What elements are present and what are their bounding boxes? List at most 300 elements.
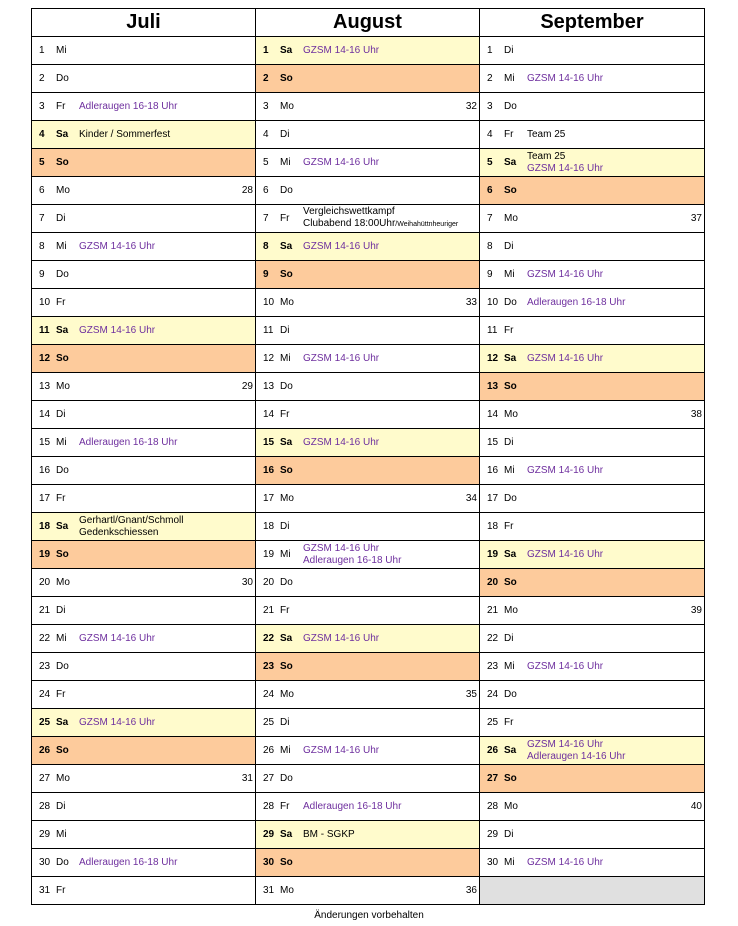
event-text: GZSM 14-16 Uhr <box>303 436 380 448</box>
day-cell <box>32 401 256 429</box>
weekday-label: Di <box>504 241 514 252</box>
day-cell <box>256 569 480 597</box>
weekday-label: Mi <box>504 73 515 84</box>
day-number: 14 <box>39 409 51 420</box>
day-cell <box>480 597 705 625</box>
day-number: 2 <box>39 73 45 84</box>
day-cell <box>480 485 705 513</box>
day-cell <box>256 429 480 457</box>
event-text: Vergleichswettkampf <box>303 206 395 217</box>
event-line <box>527 465 702 477</box>
day-row <box>32 233 705 261</box>
event-list <box>303 345 477 372</box>
day-number: 22 <box>263 633 275 644</box>
weekday-label: Di <box>504 633 514 644</box>
day-number: 17 <box>487 493 499 504</box>
weekday-label: Sa <box>280 829 293 840</box>
weekday-label: Do <box>504 493 517 504</box>
weekday-label: Do <box>280 381 293 392</box>
event-line <box>303 218 477 231</box>
day-number: 9 <box>263 269 269 280</box>
event-text: GZSM 14-16 Uhr <box>527 352 604 364</box>
event-list <box>527 149 702 176</box>
event-list <box>527 65 702 92</box>
day-row <box>32 289 705 317</box>
day-cell <box>480 401 705 429</box>
day-number: 15 <box>487 437 499 448</box>
day-row <box>32 765 705 793</box>
weekday-label: Mi <box>280 157 291 168</box>
day-cell <box>480 849 705 877</box>
day-number: 9 <box>39 269 45 280</box>
event-text: GZSM 14-16 Uhr <box>303 744 380 756</box>
event-line <box>79 527 253 539</box>
day-row <box>32 205 705 233</box>
event-text: Adleraugen 16-18 Uhr <box>303 554 402 566</box>
day-cell <box>480 289 705 317</box>
weekday-label: So <box>280 269 293 280</box>
day-cell <box>256 485 480 513</box>
day-cell <box>32 849 256 877</box>
event-list <box>303 821 477 848</box>
weekday-label: Do <box>504 297 517 308</box>
day-cell <box>32 177 256 205</box>
day-cell <box>256 821 480 849</box>
event-line <box>527 151 702 163</box>
weekday-label: Di <box>504 829 514 840</box>
weekday-label: Mo <box>280 101 294 112</box>
day-cell <box>256 37 480 65</box>
weekday-label: Do <box>280 185 293 196</box>
day-number: 19 <box>263 549 275 560</box>
weekday-label: So <box>280 661 293 672</box>
day-number: 17 <box>263 493 275 504</box>
day-cell <box>32 485 256 513</box>
event-text: GZSM 14-16 Uhr <box>303 352 380 364</box>
day-cell <box>256 513 480 541</box>
event-text: Adleraugen 16-18 Uhr <box>303 800 402 812</box>
event-text: GZSM 14-16 Uhr <box>79 632 156 644</box>
event-line <box>303 829 477 841</box>
day-cell <box>256 625 480 653</box>
day-number: 13 <box>487 381 499 392</box>
weekday-label: Di <box>56 801 66 812</box>
day-cell <box>480 457 705 485</box>
weekday-label: Sa <box>280 437 293 448</box>
week-number: 34 <box>465 493 477 504</box>
day-number: 25 <box>39 717 51 728</box>
day-row <box>32 429 705 457</box>
weekday-label: Sa <box>504 549 517 560</box>
week-number: 31 <box>241 773 253 784</box>
day-row <box>32 93 705 121</box>
day-cell <box>256 121 480 149</box>
event-line <box>303 543 477 555</box>
weekday-label: Fr <box>56 885 66 896</box>
day-number: 26 <box>263 745 275 756</box>
event-text: GZSM 14-16 Uhr <box>527 72 604 84</box>
day-number: 5 <box>39 157 45 168</box>
event-text: Kinder / Sommerfest <box>79 128 171 140</box>
event-list <box>527 457 702 484</box>
day-cell <box>480 233 705 261</box>
event-list <box>527 653 702 680</box>
day-cell <box>256 849 480 877</box>
day-row <box>32 625 705 653</box>
weekday-label: Do <box>280 773 293 784</box>
day-row <box>32 373 705 401</box>
event-line <box>303 241 477 253</box>
weekday-label: Fr <box>56 101 66 112</box>
weekday-label: Mi <box>504 465 515 476</box>
day-cell <box>480 513 705 541</box>
weekday-label: Do <box>504 101 517 112</box>
day-cell <box>32 737 256 765</box>
weekday-label: Do <box>56 73 69 84</box>
day-number: 19 <box>487 549 499 560</box>
weekday-label: Mo <box>504 213 518 224</box>
event-text: GZSM 14-16 Uhr <box>527 464 604 476</box>
day-cell <box>32 429 256 457</box>
day-number: 7 <box>263 213 269 224</box>
day-cell <box>480 541 705 569</box>
day-number: 27 <box>39 773 51 784</box>
event-text: GZSM 14-16 Uhr <box>303 156 380 168</box>
day-number: 8 <box>39 241 45 252</box>
event-text: Adleraugen 14-16 Uhr <box>527 750 626 762</box>
weekday-label: Mo <box>504 605 518 616</box>
event-list <box>303 429 477 456</box>
day-cell <box>480 793 705 821</box>
day-cell <box>480 177 705 205</box>
month-header-row <box>32 9 705 37</box>
day-number: 20 <box>39 577 51 588</box>
day-cell <box>480 345 705 373</box>
event-text: Clubabend 18:00Uhr <box>303 218 396 229</box>
event-line <box>303 45 477 57</box>
day-cell <box>256 457 480 485</box>
week-number: 36 <box>465 885 477 896</box>
day-row <box>32 541 705 569</box>
event-list <box>527 261 702 288</box>
day-cell <box>32 569 256 597</box>
weekday-label: Mi <box>504 269 515 280</box>
day-number: 17 <box>39 493 51 504</box>
day-number: 31 <box>39 885 51 896</box>
day-number: 28 <box>487 801 499 812</box>
event-list <box>79 317 253 344</box>
day-number: 24 <box>487 689 499 700</box>
weekday-label: Fr <box>280 409 290 420</box>
day-cell <box>480 65 705 93</box>
event-line <box>527 269 702 281</box>
event-list <box>527 541 702 568</box>
day-cell <box>256 765 480 793</box>
day-row <box>32 261 705 289</box>
event-text: GZSM 14-16 Uhr <box>527 856 604 868</box>
event-list <box>79 709 253 736</box>
day-cell <box>480 93 705 121</box>
day-number: 15 <box>263 437 275 448</box>
day-cell <box>32 121 256 149</box>
day-cell <box>256 681 480 709</box>
event-line <box>303 353 477 365</box>
day-cell <box>256 709 480 737</box>
event-text: Gerhartl/Gnant/Schmoll <box>79 514 184 526</box>
weekday-label: Mo <box>280 297 294 308</box>
event-line <box>79 857 253 869</box>
day-cell <box>480 37 705 65</box>
day-cell <box>480 149 705 177</box>
week-number: 40 <box>690 801 702 812</box>
day-number: 8 <box>487 241 493 252</box>
weekday-label: Fr <box>504 717 514 728</box>
day-row <box>32 457 705 485</box>
day-number: 30 <box>39 857 51 868</box>
event-text: GZSM 14-16 Uhr <box>79 240 156 252</box>
weekday-label: Mi <box>56 829 67 840</box>
weekday-label: Fr <box>280 213 290 224</box>
day-number: 6 <box>263 185 269 196</box>
weekday-label: Mo <box>504 801 518 812</box>
day-number: 26 <box>39 745 51 756</box>
event-text: Adleraugen 16-18 Uhr <box>527 296 626 308</box>
day-row <box>32 65 705 93</box>
day-cell <box>32 317 256 345</box>
event-text: GZSM 14-16 Uhr <box>303 632 380 644</box>
weekday-label: Mo <box>280 885 294 896</box>
day-number: 15 <box>39 437 51 448</box>
day-number: 22 <box>39 633 51 644</box>
event-text: Adleraugen 16-18 Uhr <box>79 100 178 112</box>
day-row <box>32 401 705 429</box>
day-cell <box>32 793 256 821</box>
event-list <box>527 345 702 372</box>
day-number: 4 <box>39 129 45 140</box>
day-number: 16 <box>39 465 51 476</box>
day-cell <box>256 401 480 429</box>
day-cell <box>32 597 256 625</box>
day-cell <box>32 37 256 65</box>
day-number: 23 <box>39 661 51 672</box>
event-list <box>79 625 253 652</box>
day-number: 4 <box>487 129 493 140</box>
weekday-label: Mo <box>56 381 70 392</box>
day-number: 11 <box>39 325 50 336</box>
day-cell <box>32 373 256 401</box>
day-number: 16 <box>487 465 499 476</box>
day-number: 2 <box>487 73 493 84</box>
event-list <box>527 289 702 316</box>
week-number: 35 <box>465 689 477 700</box>
weekday-label: Sa <box>280 45 293 56</box>
event-list <box>79 233 253 260</box>
day-cell <box>256 541 480 569</box>
week-number: 32 <box>465 101 477 112</box>
day-cell <box>32 93 256 121</box>
weekday-label: Di <box>504 437 514 448</box>
day-cell <box>480 121 705 149</box>
day-number: 7 <box>487 213 493 224</box>
weekday-label: Mi <box>56 241 67 252</box>
day-row <box>32 513 705 541</box>
day-number: 3 <box>487 101 493 112</box>
weekday-label: Mi <box>504 857 515 868</box>
day-cell <box>32 765 256 793</box>
weekday-label: Di <box>280 129 290 140</box>
day-cell <box>256 65 480 93</box>
day-cell <box>256 653 480 681</box>
event-text: BM - SGKP <box>303 828 355 840</box>
day-cell <box>256 261 480 289</box>
day-cell <box>32 821 256 849</box>
day-number: 18 <box>263 521 275 532</box>
day-number: 9 <box>487 269 493 280</box>
day-number: 11 <box>487 325 498 336</box>
weekday-label: Fr <box>504 521 514 532</box>
day-row <box>32 793 705 821</box>
day-cell <box>32 877 256 905</box>
event-line <box>527 353 702 365</box>
day-number: 10 <box>39 297 51 308</box>
weekday-label: Do <box>56 269 69 280</box>
weekday-label: Fr <box>280 605 290 616</box>
day-cell <box>32 681 256 709</box>
weekday-label: Do <box>56 465 69 476</box>
event-line <box>527 163 702 175</box>
day-number: 3 <box>263 101 269 112</box>
event-line <box>79 241 253 253</box>
month-header: August <box>256 9 480 37</box>
event-line <box>79 717 253 729</box>
event-list <box>527 849 702 876</box>
day-number: 1 <box>39 45 45 56</box>
day-number: 12 <box>263 353 275 364</box>
day-cell <box>32 65 256 93</box>
weekday-label: Sa <box>56 325 69 336</box>
day-number: 6 <box>39 185 45 196</box>
day-number: 20 <box>487 577 499 588</box>
day-cell <box>256 737 480 765</box>
weekday-label: So <box>504 773 517 784</box>
day-number: 16 <box>263 465 275 476</box>
day-row <box>32 569 705 597</box>
weekday-label: So <box>56 549 69 560</box>
event-list <box>303 793 477 820</box>
week-number: 37 <box>690 213 702 224</box>
day-cell <box>480 709 705 737</box>
weekday-label: So <box>504 381 517 392</box>
day-row <box>32 821 705 849</box>
event-line <box>527 857 702 869</box>
event-list <box>79 849 253 876</box>
day-cell <box>480 569 705 597</box>
week-number: 38 <box>690 409 702 420</box>
event-line <box>79 101 253 113</box>
day-number: 23 <box>263 661 275 672</box>
event-line <box>79 129 253 141</box>
day-number: 21 <box>39 605 51 616</box>
event-text: Adleraugen 16-18 Uhr <box>79 436 178 448</box>
day-row <box>32 737 705 765</box>
day-cell <box>256 597 480 625</box>
week-number: 28 <box>241 185 253 196</box>
weekday-label: Sa <box>56 521 69 532</box>
event-line <box>527 297 702 309</box>
empty-cell <box>480 877 705 905</box>
event-text: GZSM 14-16 Uhr <box>527 738 604 750</box>
weekday-label: Mi <box>504 661 515 672</box>
day-cell <box>32 457 256 485</box>
day-cell <box>32 709 256 737</box>
weekday-label: Mi <box>56 45 67 56</box>
weekday-label: Sa <box>504 745 517 756</box>
weekday-label: Mo <box>56 773 70 784</box>
day-row <box>32 317 705 345</box>
day-row <box>32 709 705 737</box>
day-row <box>32 37 705 65</box>
day-cell <box>480 765 705 793</box>
day-number: 14 <box>263 409 275 420</box>
day-row <box>32 849 705 877</box>
day-row <box>32 653 705 681</box>
event-list <box>303 37 477 64</box>
day-cell <box>32 653 256 681</box>
event-list <box>303 541 477 568</box>
day-cell <box>256 233 480 261</box>
weekday-label: Mi <box>280 549 291 560</box>
event-line <box>527 549 702 561</box>
weekday-label: Do <box>56 857 69 868</box>
day-cell <box>480 625 705 653</box>
event-text: GZSM 14-16 Uhr <box>303 44 380 56</box>
day-number: 2 <box>263 73 269 84</box>
day-cell <box>32 541 256 569</box>
weekday-label: Mi <box>56 437 67 448</box>
weekday-label: So <box>280 857 293 868</box>
day-number: 29 <box>487 829 499 840</box>
event-line <box>79 633 253 645</box>
event-line <box>527 129 702 141</box>
weekday-label: Fr <box>504 325 514 336</box>
day-number: 31 <box>263 885 275 896</box>
event-text: Gedenkschiessen <box>79 526 159 538</box>
event-text: GZSM 14-16 Uhr <box>527 162 604 174</box>
day-number: 13 <box>263 381 275 392</box>
event-text: Team 25 <box>527 128 566 140</box>
weekday-label: Di <box>504 45 514 56</box>
event-text: GZSM 14-16 Uhr <box>527 548 604 560</box>
day-cell <box>256 149 480 177</box>
day-row <box>32 877 705 905</box>
day-cell <box>32 149 256 177</box>
weekday-label: Fr <box>56 493 66 504</box>
weekday-label: So <box>56 353 69 364</box>
day-number: 28 <box>39 801 51 812</box>
day-number: 8 <box>263 241 269 252</box>
day-number: 5 <box>263 157 269 168</box>
day-row <box>32 597 705 625</box>
day-cell <box>480 317 705 345</box>
day-cell <box>32 345 256 373</box>
event-line <box>527 739 702 751</box>
day-cell <box>32 289 256 317</box>
event-list <box>303 205 477 232</box>
weekday-label: Fr <box>504 129 514 140</box>
event-line <box>79 437 253 449</box>
event-text: GZSM 14-16 Uhr <box>527 660 604 672</box>
day-number: 24 <box>263 689 275 700</box>
